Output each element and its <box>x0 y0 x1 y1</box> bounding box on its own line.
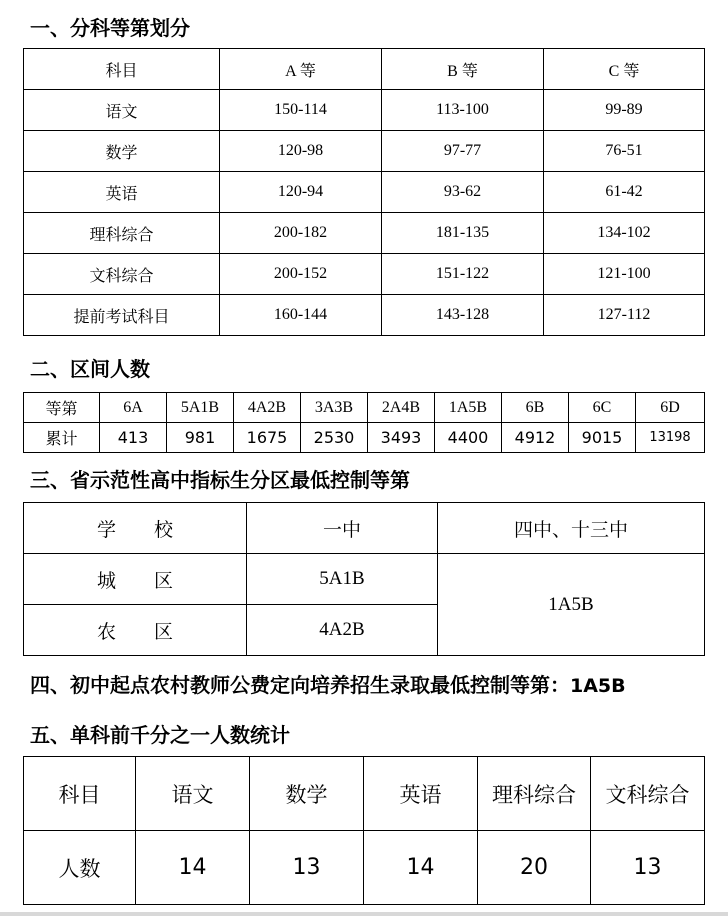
count-cell: 3493 <box>368 423 435 453</box>
table-row <box>24 131 705 172</box>
top-per-mille-table <box>23 756 705 905</box>
header-science: 理科综合 <box>478 757 591 831</box>
header-no4-no13-school: 四中、十三中 <box>438 503 705 554</box>
grade-cell: 1A5B <box>435 393 502 423</box>
range-cell: 181-135 <box>382 213 544 254</box>
range-cell: 127-112 <box>544 295 705 336</box>
grade-cell: 6D <box>636 393 705 423</box>
subject-cell: 语文 <box>24 90 220 131</box>
range-cell: 160-144 <box>220 295 382 336</box>
section-4-value: 1A5B <box>570 675 626 697</box>
count-cell: 413 <box>100 423 167 453</box>
row-label: 等第 <box>24 393 100 423</box>
count-cell: 2530 <box>301 423 368 453</box>
grade-cell: 4A2B <box>234 393 301 423</box>
subject-cell: 提前考试科目 <box>24 295 220 336</box>
range-cell: 93-62 <box>382 172 544 213</box>
header-chinese: 语文 <box>136 757 250 831</box>
count-cell: 4912 <box>502 423 569 453</box>
range-cell: 200-182 <box>220 213 382 254</box>
table-header-row <box>24 757 705 831</box>
table-row <box>24 90 705 131</box>
range-cell: 120-98 <box>220 131 382 172</box>
district-control-table <box>23 502 705 656</box>
range-cell: 120-94 <box>220 172 382 213</box>
table-header-row <box>24 503 705 554</box>
count-cell: 9015 <box>569 423 636 453</box>
range-cell: 113-100 <box>382 90 544 131</box>
count-cell: 13198 <box>636 423 705 453</box>
range-cell: 134-102 <box>544 213 705 254</box>
header-grade-b: B 等 <box>382 49 544 90</box>
grade-cell: 6A <box>100 393 167 423</box>
cumulative-row <box>24 423 705 453</box>
section-4-text: 四、初中起点农村教师公费定向培养招生录取最低控制等第： <box>30 673 570 697</box>
section-1-heading: 一、分科等第划分 <box>30 16 190 40</box>
subject-cell: 理科综合 <box>24 213 220 254</box>
table-row <box>24 831 705 905</box>
header-grade-a: A 等 <box>220 49 382 90</box>
table-row <box>24 554 705 605</box>
city-district-label: 城 区 <box>24 554 247 605</box>
row-label: 累计 <box>24 423 100 453</box>
table-row <box>24 254 705 295</box>
table-row <box>24 213 705 254</box>
table-row <box>24 295 705 336</box>
row-label: 人数 <box>24 831 136 905</box>
grade-cell: 3A3B <box>301 393 368 423</box>
header-grade-c: C 等 <box>544 49 705 90</box>
count-cell: 14 <box>364 831 478 905</box>
merged-value-cell: 1A5B <box>438 554 705 656</box>
range-cell: 99-89 <box>544 90 705 131</box>
range-cell: 76-51 <box>544 131 705 172</box>
range-cell: 200-152 <box>220 254 382 295</box>
count-cell: 13 <box>591 831 705 905</box>
rural-district-label: 农 区 <box>24 605 247 656</box>
range-cell: 143-128 <box>382 295 544 336</box>
range-cell: 97-77 <box>382 131 544 172</box>
grade-cell: 6C <box>569 393 636 423</box>
count-cell: 981 <box>167 423 234 453</box>
range-cell: 150-114 <box>220 90 382 131</box>
header-no1-school: 一中 <box>247 503 438 554</box>
count-cell: 20 <box>478 831 591 905</box>
section-3-heading: 三、省示范性高中指标生分区最低控制等第 <box>30 468 410 492</box>
header-school: 学 校 <box>24 503 247 554</box>
count-cell: 13 <box>250 831 364 905</box>
header-subject: 科目 <box>24 757 136 831</box>
grade-cell: 5A1B <box>167 393 234 423</box>
table-header-row <box>24 49 705 90</box>
section-2-heading: 二、区间人数 <box>30 357 150 381</box>
range-cell: 151-122 <box>382 254 544 295</box>
section-5-heading: 五、单科前千分之一人数统计 <box>30 723 290 747</box>
grade-cell: 2A4B <box>368 393 435 423</box>
header-liberal-arts: 文科综合 <box>591 757 705 831</box>
range-cell: 61-42 <box>544 172 705 213</box>
city-district-value: 5A1B <box>247 554 438 605</box>
subject-cell: 数学 <box>24 131 220 172</box>
grade-row <box>24 393 705 423</box>
range-cell: 121-100 <box>544 254 705 295</box>
header-math: 数学 <box>250 757 364 831</box>
count-cell: 14 <box>136 831 250 905</box>
rural-district-value: 4A2B <box>247 605 438 656</box>
table-row <box>24 172 705 213</box>
subject-cell: 文科综合 <box>24 254 220 295</box>
header-subject: 科目 <box>24 49 220 90</box>
section-4-heading <box>30 669 626 698</box>
count-cell: 1675 <box>234 423 301 453</box>
header-english: 英语 <box>364 757 478 831</box>
grade-division-table <box>23 48 705 336</box>
bottom-divider <box>0 912 728 916</box>
subject-cell: 英语 <box>24 172 220 213</box>
grade-cell: 6B <box>502 393 569 423</box>
count-cell: 4400 <box>435 423 502 453</box>
interval-count-table <box>23 392 705 453</box>
